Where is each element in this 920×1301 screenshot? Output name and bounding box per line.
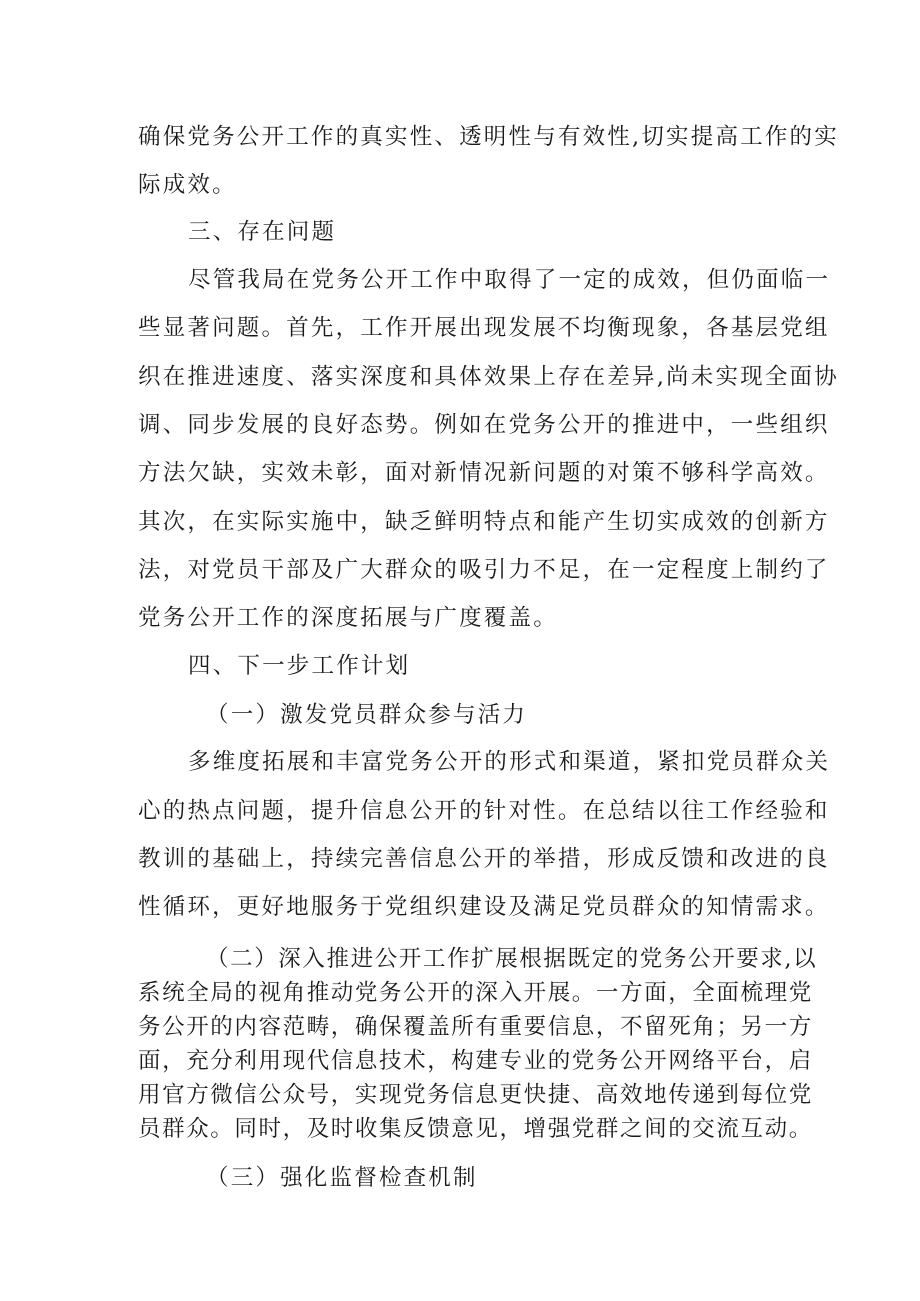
paragraph-line: 其次，在实际实施中，缺乏鲜明特点和能产生切实成效的创新方 <box>138 509 830 535</box>
paragraph-line: 些显著问题。首先，工作开展出现发展不均衡现象，各基层党组 <box>138 315 830 341</box>
paragraph-line: 尽管我局在党务公开工作中取得了一定的成效，但仍面临一 <box>188 267 831 293</box>
paragraph-line: 面，充分利用现代信息技术，构建专业的党务公开网络平台，启 <box>138 1048 813 1074</box>
paragraph-line: 员群众。同时，及时收集反馈意见，增强党群之间的交流互动。 <box>138 1116 813 1142</box>
paragraph-line: 务公开的内容范畴，确保覆盖所有重要信息，不留死角；另一方 <box>138 1014 813 1040</box>
paragraph-line: 用官方微信公众号，实现党务信息更快捷、高效地传递到每位党 <box>138 1082 813 1108</box>
paragraph-line: 织在推进速度、落实深度和具体效果上存在差异,尚未实现全面协 <box>138 364 839 390</box>
subsection-heading: （一）激发党员群众参与活力 <box>206 702 528 728</box>
section-heading: 四、下一步工作计划 <box>188 653 411 679</box>
paragraph-line: （二）深入推进公开工作扩展根据既定的党务公开要求,以 <box>206 946 818 972</box>
paragraph-line: 法，对党员干部及广大群众的吸引力不足，在一定程度上制约了 <box>138 557 830 583</box>
paragraph-line: 心的热点问题，提升信息公开的针对性。在总结以往工作经验和 <box>138 798 830 824</box>
paragraph-line: 性循环，更好地服务于党组织建设及满足党员群众的知情需求。 <box>138 894 830 920</box>
subsection-heading: （三）强化监督检查机制 <box>206 1165 478 1191</box>
paragraph-line: 党务公开工作的深度拓展与广度覆盖。 <box>138 605 558 631</box>
paragraph-line: 确保党务公开工作的真实性、透明性与有效性,切实提高工作的实 <box>138 124 839 150</box>
paragraph-line: 方法欠缺，实效未彰，面对新情况新问题的对策不够科学高效。 <box>138 460 830 486</box>
paragraph-line: 多维度拓展和丰富党务公开的形式和渠道，紧扣党员群众关 <box>188 749 831 775</box>
paragraph-line: 教训的基础上，持续完善信息公开的举措，形成反馈和改进的良 <box>138 846 830 872</box>
paragraph-line: 系统全局的视角推动党务公开的深入开展。一方面，全面梳理党 <box>138 980 813 1006</box>
paragraph-line: 调、同步发展的良好态势。例如在党务公开的推进中，一些组织 <box>138 412 830 438</box>
section-heading: 三、存在问题 <box>188 219 337 245</box>
paragraph-line: 际成效。 <box>138 172 237 198</box>
